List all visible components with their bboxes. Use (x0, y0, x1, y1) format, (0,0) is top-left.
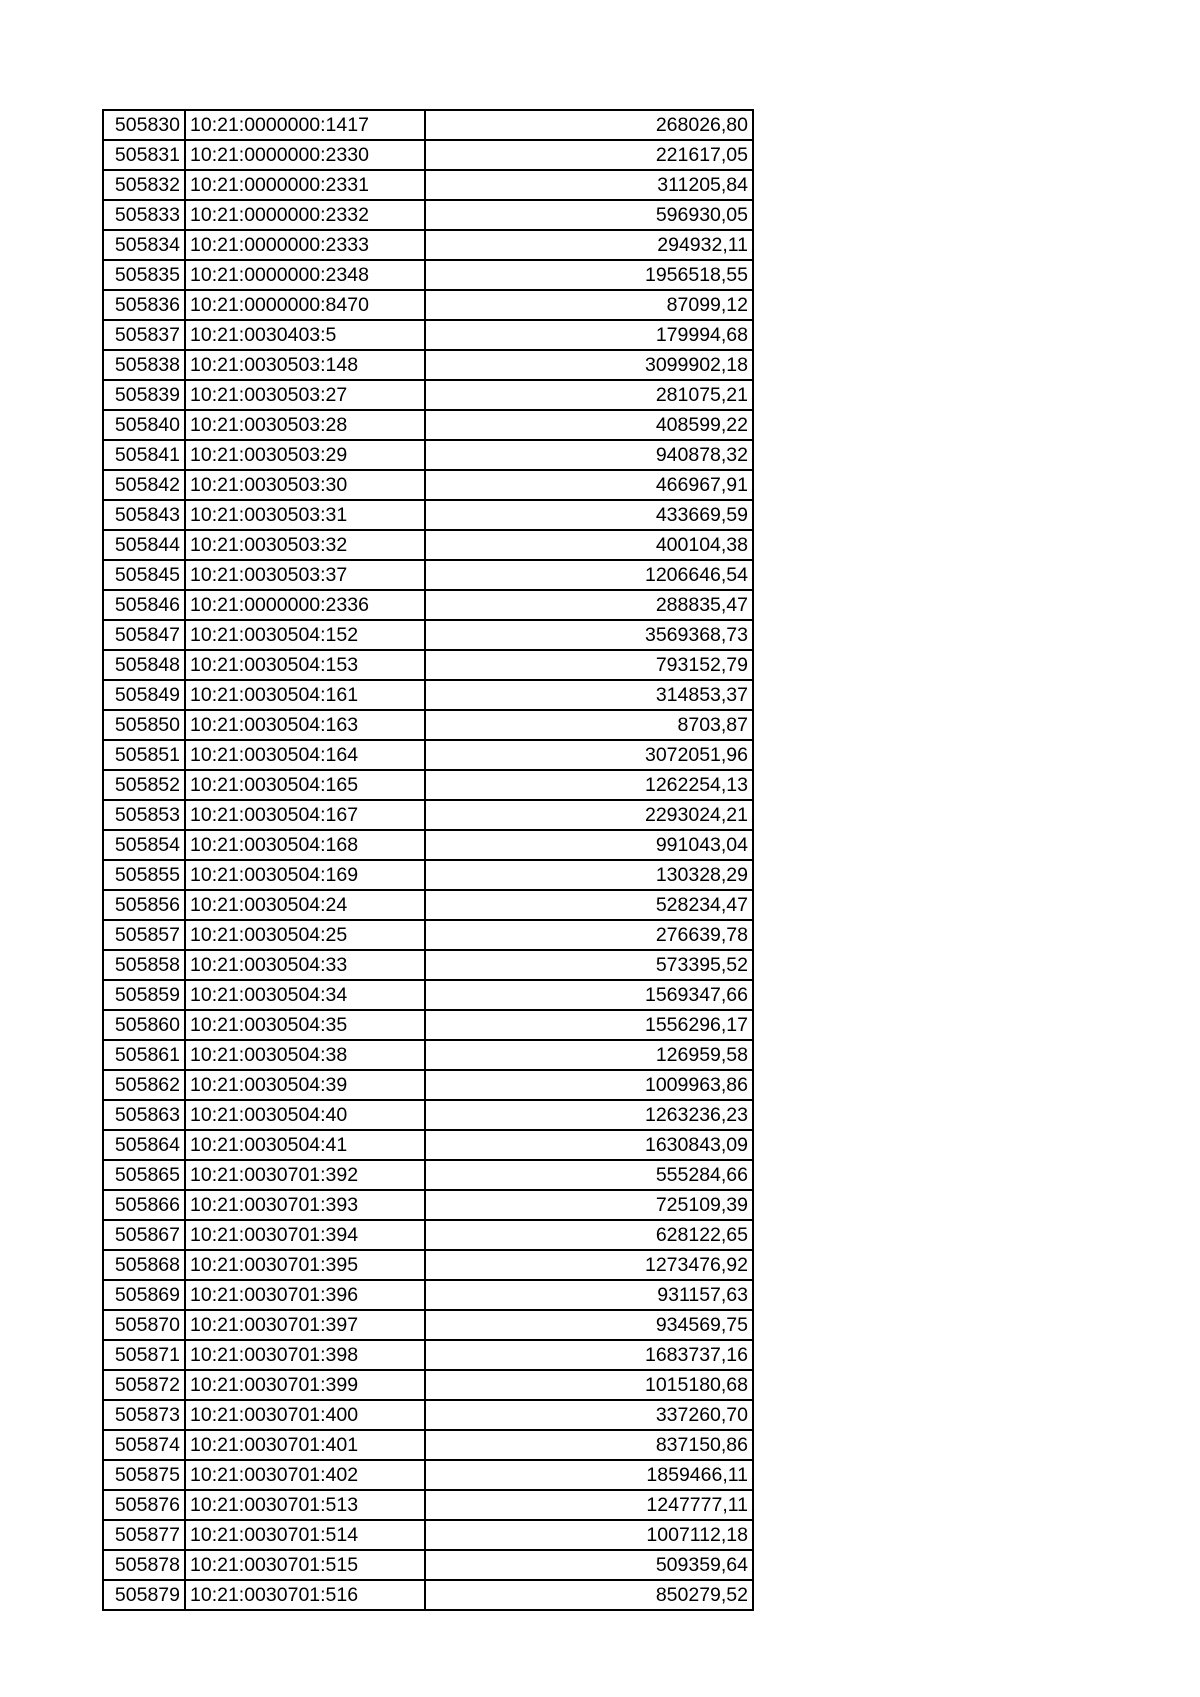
table-row (103, 290, 753, 320)
row-id-cell: 505834 (103, 230, 185, 260)
cadastral-number-cell: 10:21:0030504:164 (185, 740, 425, 770)
cadastral-number-cell: 10:21:0030504:34 (185, 980, 425, 1010)
cadastral-number-cell: 10:21:0030701:397 (185, 1310, 425, 1340)
value-cell: 1206646,54 (425, 560, 753, 590)
value-cell: 276639,78 (425, 920, 753, 950)
value-cell: 3099902,18 (425, 350, 753, 380)
row-id-cell: 505872 (103, 1370, 185, 1400)
value-cell: 2293024,21 (425, 800, 753, 830)
row-id-cell: 505838 (103, 350, 185, 380)
value-cell: 628122,65 (425, 1220, 753, 1250)
table-row (103, 650, 753, 680)
value-cell: 3072051,96 (425, 740, 753, 770)
row-id-cell: 505850 (103, 710, 185, 740)
table-row (103, 1160, 753, 1190)
value-cell: 1859466,11 (425, 1460, 753, 1490)
value-cell: 1015180,68 (425, 1370, 753, 1400)
table-row (103, 500, 753, 530)
value-cell: 555284,66 (425, 1160, 753, 1190)
cadastral-number-cell: 10:21:0030503:31 (185, 500, 425, 530)
table-row (103, 1520, 753, 1550)
table-row (103, 170, 753, 200)
row-id-cell: 505854 (103, 830, 185, 860)
cadastral-number-cell: 10:21:0030503:30 (185, 470, 425, 500)
value-cell: 1009963,86 (425, 1070, 753, 1100)
cadastral-number-cell: 10:21:0030701:395 (185, 1250, 425, 1280)
table-row (103, 350, 753, 380)
table-row (103, 380, 753, 410)
table-row (103, 950, 753, 980)
table-row (103, 680, 753, 710)
cadastral-number-cell: 10:21:0030504:165 (185, 770, 425, 800)
cadastral-number-cell: 10:21:0030701:515 (185, 1550, 425, 1580)
row-id-cell: 505878 (103, 1550, 185, 1580)
table-row (103, 1490, 753, 1520)
table-row (103, 620, 753, 650)
value-cell: 288835,47 (425, 590, 753, 620)
row-id-cell: 505831 (103, 140, 185, 170)
row-id-cell: 505858 (103, 950, 185, 980)
value-cell: 934569,75 (425, 1310, 753, 1340)
value-cell: 179994,68 (425, 320, 753, 350)
value-cell: 1262254,13 (425, 770, 753, 800)
value-cell: 314853,37 (425, 680, 753, 710)
table-row (103, 530, 753, 560)
value-cell: 268026,80 (425, 110, 753, 140)
value-cell: 221617,05 (425, 140, 753, 170)
table-row (103, 1340, 753, 1370)
row-id-cell: 505849 (103, 680, 185, 710)
table-row (103, 1370, 753, 1400)
cadastral-number-cell: 10:21:0030504:163 (185, 710, 425, 740)
cadastral-number-cell: 10:21:0030504:33 (185, 950, 425, 980)
row-id-cell: 505862 (103, 1070, 185, 1100)
table-row (103, 1580, 753, 1610)
cadastral-number-cell: 10:21:0030701:513 (185, 1490, 425, 1520)
value-cell: 1273476,92 (425, 1250, 753, 1280)
cadastral-number-cell: 10:21:0030504:41 (185, 1130, 425, 1160)
table-row (103, 200, 753, 230)
cadastral-number-cell: 10:21:0030701:399 (185, 1370, 425, 1400)
cadastral-number-cell: 10:21:0030503:37 (185, 560, 425, 590)
row-id-cell: 505846 (103, 590, 185, 620)
data-table (102, 109, 754, 1611)
value-cell: 337260,70 (425, 1400, 753, 1430)
table-row (103, 590, 753, 620)
row-id-cell: 505875 (103, 1460, 185, 1490)
cadastral-number-cell: 10:21:0030503:32 (185, 530, 425, 560)
row-id-cell: 505859 (103, 980, 185, 1010)
cadastral-number-cell: 10:21:0000000:2331 (185, 170, 425, 200)
value-cell: 408599,22 (425, 410, 753, 440)
table-row (103, 1550, 753, 1580)
row-id-cell: 505860 (103, 1010, 185, 1040)
cadastral-number-cell: 10:21:0030701:516 (185, 1580, 425, 1610)
row-id-cell: 505830 (103, 110, 185, 140)
table-row (103, 920, 753, 950)
row-id-cell: 505867 (103, 1220, 185, 1250)
cadastral-number-cell: 10:21:0030701:394 (185, 1220, 425, 1250)
value-cell: 850279,52 (425, 1580, 753, 1610)
row-id-cell: 505832 (103, 170, 185, 200)
table-row (103, 260, 753, 290)
cadastral-number-cell: 10:21:0030701:401 (185, 1430, 425, 1460)
row-id-cell: 505833 (103, 200, 185, 230)
cadastral-number-cell: 10:21:0030701:514 (185, 1520, 425, 1550)
row-id-cell: 505845 (103, 560, 185, 590)
cadastral-number-cell: 10:21:0030504:152 (185, 620, 425, 650)
table-row (103, 1040, 753, 1070)
row-id-cell: 505863 (103, 1100, 185, 1130)
value-cell: 931157,63 (425, 1280, 753, 1310)
table-row (103, 1430, 753, 1460)
value-cell: 281075,21 (425, 380, 753, 410)
value-cell: 725109,39 (425, 1190, 753, 1220)
row-id-cell: 505861 (103, 1040, 185, 1070)
row-id-cell: 505876 (103, 1490, 185, 1520)
cadastral-number-cell: 10:21:0000000:8470 (185, 290, 425, 320)
table-row (103, 890, 753, 920)
table-row (103, 1190, 753, 1220)
cadastral-number-cell: 10:21:0030504:153 (185, 650, 425, 680)
row-id-cell: 505851 (103, 740, 185, 770)
value-cell: 837150,86 (425, 1430, 753, 1460)
cadastral-number-cell: 10:21:0030504:24 (185, 890, 425, 920)
row-id-cell: 505869 (103, 1280, 185, 1310)
cadastral-number-cell: 10:21:0030503:27 (185, 380, 425, 410)
row-id-cell: 505852 (103, 770, 185, 800)
value-cell: 130328,29 (425, 860, 753, 890)
table-row (103, 470, 753, 500)
cadastral-number-cell: 10:21:0000000:2336 (185, 590, 425, 620)
table-row (103, 1280, 753, 1310)
value-cell: 1630843,09 (425, 1130, 753, 1160)
row-id-cell: 505871 (103, 1340, 185, 1370)
row-id-cell: 505835 (103, 260, 185, 290)
table-row (103, 1010, 753, 1040)
table-row (103, 440, 753, 470)
value-cell: 400104,38 (425, 530, 753, 560)
row-id-cell: 505856 (103, 890, 185, 920)
table-row (103, 410, 753, 440)
cadastral-number-cell: 10:21:0030504:35 (185, 1010, 425, 1040)
value-cell: 528234,47 (425, 890, 753, 920)
cadastral-number-cell: 10:21:0030701:400 (185, 1400, 425, 1430)
value-cell: 1247777,11 (425, 1490, 753, 1520)
value-cell: 1683737,16 (425, 1340, 753, 1370)
cadastral-number-cell: 10:21:0030701:392 (185, 1160, 425, 1190)
cadastral-number-cell: 10:21:0030701:402 (185, 1460, 425, 1490)
cadastral-number-cell: 10:21:0030504:39 (185, 1070, 425, 1100)
cadastral-number-cell: 10:21:0000000:2333 (185, 230, 425, 260)
cadastral-number-cell: 10:21:0030504:168 (185, 830, 425, 860)
value-cell: 433669,59 (425, 500, 753, 530)
value-cell: 1956518,55 (425, 260, 753, 290)
cadastral-number-cell: 10:21:0000000:1417 (185, 110, 425, 140)
row-id-cell: 505866 (103, 1190, 185, 1220)
table-row (103, 560, 753, 590)
value-cell: 8703,87 (425, 710, 753, 740)
value-cell: 509359,64 (425, 1550, 753, 1580)
table-row (103, 1400, 753, 1430)
row-id-cell: 505855 (103, 860, 185, 890)
table-row (103, 770, 753, 800)
row-id-cell: 505837 (103, 320, 185, 350)
row-id-cell: 505877 (103, 1520, 185, 1550)
table-row (103, 320, 753, 350)
value-cell: 3569368,73 (425, 620, 753, 650)
table-row (103, 1310, 753, 1340)
table-row (103, 1130, 753, 1160)
table-row (103, 860, 753, 890)
cadastral-number-cell: 10:21:0030701:393 (185, 1190, 425, 1220)
row-id-cell: 505843 (103, 500, 185, 530)
table-row (103, 1250, 753, 1280)
row-id-cell: 505868 (103, 1250, 185, 1280)
cadastral-number-cell: 10:21:0030504:161 (185, 680, 425, 710)
cadastral-number-cell: 10:21:0030504:38 (185, 1040, 425, 1070)
value-cell: 573395,52 (425, 950, 753, 980)
row-id-cell: 505839 (103, 380, 185, 410)
cadastral-number-cell: 10:21:0000000:2332 (185, 200, 425, 230)
cadastral-number-cell: 10:21:0030701:396 (185, 1280, 425, 1310)
row-id-cell: 505847 (103, 620, 185, 650)
table-row (103, 1100, 753, 1130)
row-id-cell: 505844 (103, 530, 185, 560)
row-id-cell: 505848 (103, 650, 185, 680)
row-id-cell: 505864 (103, 1130, 185, 1160)
table-body (103, 110, 753, 1610)
cadastral-number-cell: 10:21:0030504:167 (185, 800, 425, 830)
row-id-cell: 505853 (103, 800, 185, 830)
row-id-cell: 505841 (103, 440, 185, 470)
table-row (103, 980, 753, 1010)
row-id-cell: 505865 (103, 1160, 185, 1190)
table-row (103, 1220, 753, 1250)
value-cell: 311205,84 (425, 170, 753, 200)
value-cell: 1007112,18 (425, 1520, 753, 1550)
table-row (103, 740, 753, 770)
value-cell: 294932,11 (425, 230, 753, 260)
cadastral-number-cell: 10:21:0030504:40 (185, 1100, 425, 1130)
cadastral-number-cell: 10:21:0000000:2348 (185, 260, 425, 290)
value-cell: 1569347,66 (425, 980, 753, 1010)
cadastral-number-cell: 10:21:0030504:169 (185, 860, 425, 890)
value-cell: 1556296,17 (425, 1010, 753, 1040)
cadastral-number-cell: 10:21:0030504:25 (185, 920, 425, 950)
row-id-cell: 505870 (103, 1310, 185, 1340)
cadastral-number-cell: 10:21:0030503:29 (185, 440, 425, 470)
value-cell: 991043,04 (425, 830, 753, 860)
row-id-cell: 505873 (103, 1400, 185, 1430)
value-cell: 466967,91 (425, 470, 753, 500)
value-cell: 87099,12 (425, 290, 753, 320)
row-id-cell: 505840 (103, 410, 185, 440)
value-cell: 1263236,23 (425, 1100, 753, 1130)
cadastral-number-cell: 10:21:0030503:148 (185, 350, 425, 380)
value-cell: 940878,32 (425, 440, 753, 470)
table-row (103, 710, 753, 740)
table-row (103, 1460, 753, 1490)
cadastral-number-cell: 10:21:0030503:28 (185, 410, 425, 440)
row-id-cell: 505879 (103, 1580, 185, 1610)
table-row (103, 830, 753, 860)
cadastral-number-cell: 10:21:0030403:5 (185, 320, 425, 350)
value-cell: 793152,79 (425, 650, 753, 680)
row-id-cell: 505874 (103, 1430, 185, 1460)
table-row (103, 110, 753, 140)
value-cell: 126959,58 (425, 1040, 753, 1070)
value-cell: 596930,05 (425, 200, 753, 230)
table-row (103, 800, 753, 830)
row-id-cell: 505857 (103, 920, 185, 950)
cadastral-number-cell: 10:21:0000000:2330 (185, 140, 425, 170)
table-row (103, 1070, 753, 1100)
row-id-cell: 505842 (103, 470, 185, 500)
cadastral-number-cell: 10:21:0030701:398 (185, 1340, 425, 1370)
table-row (103, 230, 753, 260)
table-row (103, 140, 753, 170)
row-id-cell: 505836 (103, 290, 185, 320)
